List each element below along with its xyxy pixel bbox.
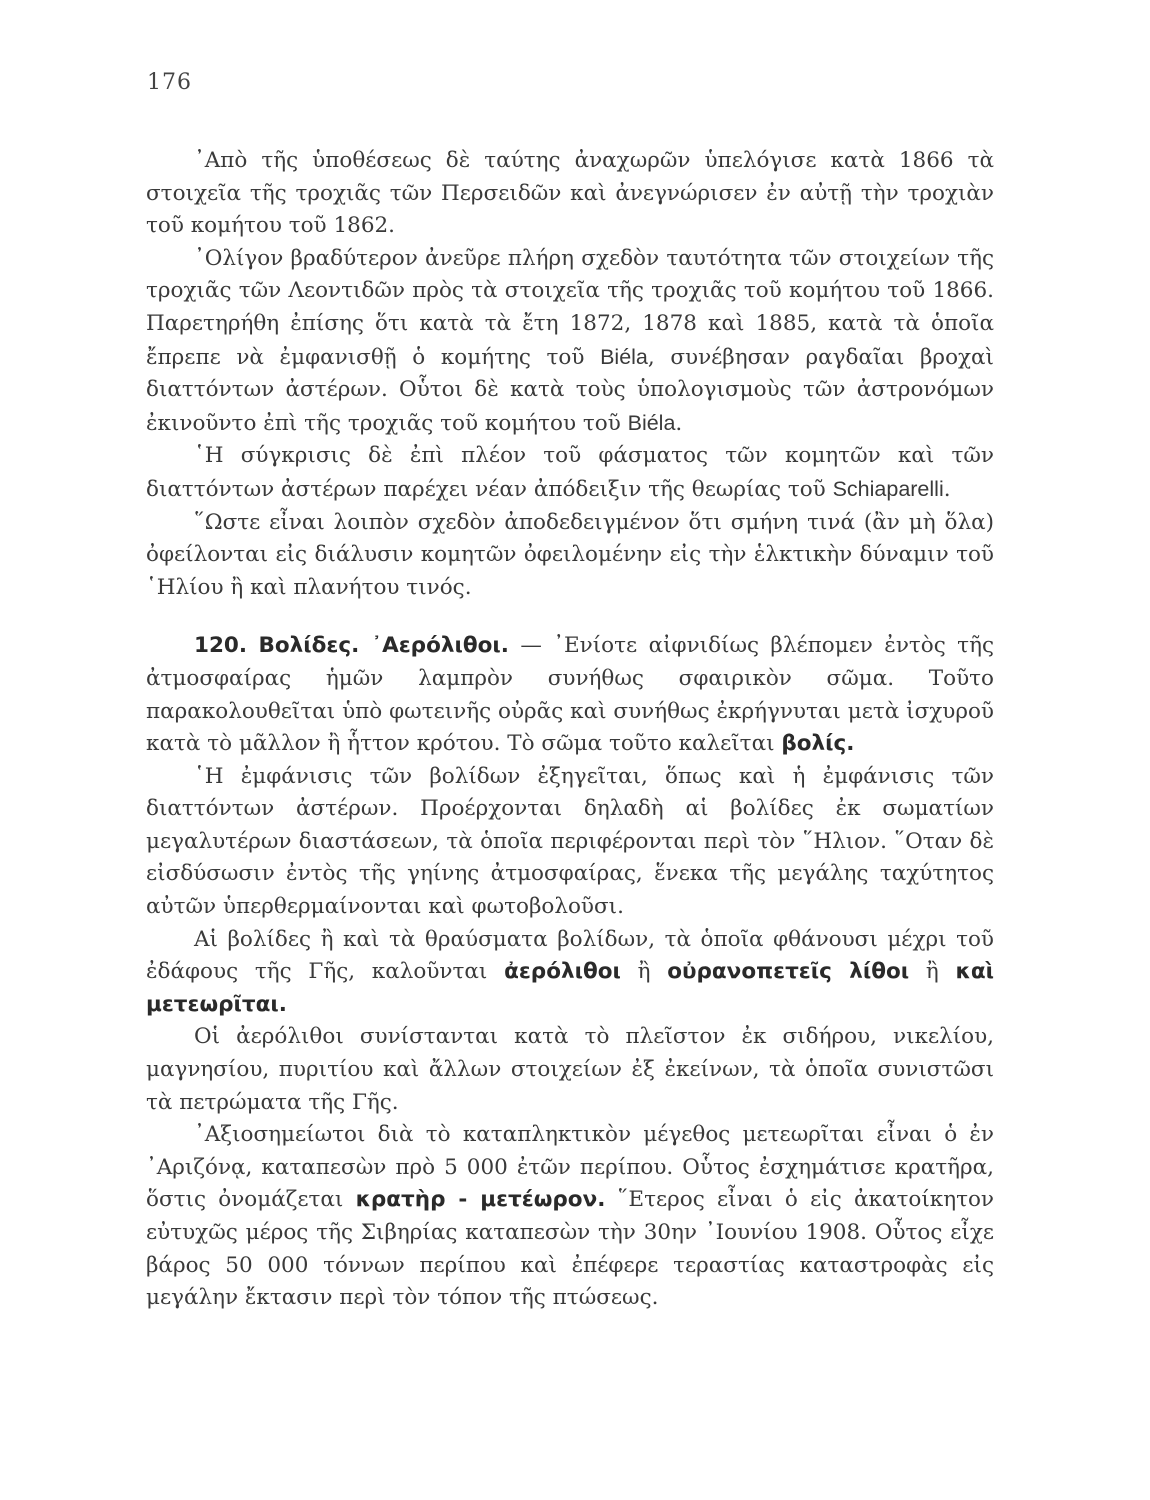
paragraph-text: ῾Η σύγκρισις δὲ ἐπὶ πλέον τοῦ φάσματος τῶν κομητῶν καὶ τῶν διαττόντων ἀστέρων παρέχει νέαν ἀπόδειξιν τῆς θεωρίας τοῦ (146, 443, 994, 502)
section-spacer (146, 604, 994, 630)
paragraph-composition (146, 1021, 994, 1119)
section-120 (146, 630, 994, 760)
paragraph-notable (146, 1119, 994, 1315)
comet-name-biela: Biéla (600, 344, 648, 369)
section-title: Βολίδες. ᾿Αερόλιθοι. (258, 633, 509, 659)
paragraph-text: — ᾿Ενίοτε αἰφνιδίως βλέπομεν ἐντὸς τῆς ἀτμοσφαίρας ἡμῶν λαμπρὸν συνήθως σφαιρικὸν σῶμα. Τοῦτο παρακολουθεῖται ὑπὸ φωτεινῆς οὐρᾶς καὶ συνήθως ἐκρήγνυται μετὰ ἰσχυροῦ κατὰ τὸ μᾶλλον ἢ ἧττον κρότου. Τὸ σῶμα τοῦτο καλεῖται (146, 633, 994, 757)
paragraph-text: Οἱ ἀερόλιθοι συνίστανται κατὰ τὸ πλεῖστον ἐκ σιδήρου, νικελίου, μαγνησίου, πυριτίου καὶ ἄλλων στοιχείων ἐξ ἐκείνων, τὰ ὁποῖα συνιστῶσι τὰ πετρώματα τῆς Γῆς. (146, 1024, 994, 1115)
comet-name-biela: Biéla (627, 410, 676, 435)
name-schiaparelli: Schiaparelli (832, 476, 944, 501)
term-bolis: βολίς. (781, 731, 855, 757)
paragraph-text: ῞Ωστε εἶναι λοιπὸν σχεδὸν ἀποδεδειγμένον ὅτι σμήνη τινά (ἂν μὴ ὅλα) ὀφείλονται εἰς διάλυσιν κομητῶν ὀφειλομένην εἰς τὴν ἑλκτικὴν δύναμιν τοῦ ῾Ηλίου ἢ καὶ πλανήτου τινός. (146, 509, 994, 600)
paragraph-text: . (675, 410, 683, 436)
page-body (146, 145, 994, 1315)
paragraph-spectrum (146, 440, 994, 506)
paragraph-appearance (146, 761, 994, 924)
paragraph-text: ᾿Απὸ τῆς ὑποθέσεως δὲ ταύτης ἀναχωρῶν ὑπελόγισε κατὰ 1866 τὰ στοιχεῖα τῆς τροχιᾶς τῶν Περσειδῶν καὶ ἀνεγνώρισεν ἐν αὐτῇ τὴν τροχιὰν τοῦ κομήτου τοῦ 1862. (146, 148, 994, 239)
paragraph-text: . (943, 476, 951, 502)
paragraph-text: , συνέβησαν ραγδαῖαι βροχαὶ διαττόντων ἀστέρων. Οὗτοι δὲ κατὰ τοὺς ὑπολογισμοὺς τῶν ἀστρονόμων ἐκινοῦντο ἐπὶ τῆς τροχιᾶς τοῦ κομήτου τοῦ (146, 344, 994, 436)
paragraph-text: ῾Η ἐμφάνισις τῶν βολίδων ἐξηγεῖται, ὅπως καὶ ἡ ἐμφάνισις τῶν διαττόντων ἀστέρων. Προέρχονται δηλαδὴ αἱ βολίδες ἐκ σωματίων μεγαλυτέρων διαστάσεων, τὰ ὁποῖα περιφέρονται περὶ τὸν ῞Ηλιον. ῞Οταν δὲ εἰσδύσωσιν ἐντὸς τῆς γηίνης ἀτμοσφαίρας, ἕνεκα τῆς μεγάλης ταχύτητος αὐτῶν ὑπερθερμαίνονται καὶ φωτοβολοῦσι. (146, 763, 994, 920)
term-crater: κρατὴρ - μετέωρον. (355, 1187, 606, 1213)
paragraph-aeroliths (146, 924, 994, 1022)
paragraph-text: ἢ (620, 959, 668, 985)
term-ouranopeteis: οὐρανοπετεῖς λίθοι (667, 959, 910, 985)
paragraph-perseids (146, 145, 994, 243)
paragraph-conclusion (146, 507, 994, 605)
term-meteorites: καὶ μετεωρῖται. (146, 959, 994, 1017)
paragraph-leonids (146, 243, 994, 441)
term-aerolithoi: ἀερόλιθοι (504, 959, 621, 985)
paragraph-text: ῞Ετερος εἶναι ὁ εἰς ἀκατοίκητον εὐτυχῶς μέρος τῆς Σιβηρίας καταπεσὼν τὴν 30ην ᾿Ιουνίου 1908. Οὗτος εἶχε βάρος 50 000 τόννων περίπου καὶ ἐπέφερε τεραστίας καταστροφὰς εἰς μεγάλην ἔκτασιν περὶ τὸν τόπον τῆς πτώσεως. (146, 1187, 994, 1311)
page-number: 176 (147, 70, 192, 95)
section-number: 120. (194, 633, 248, 659)
paragraph-text: ᾿Αξιοσημείωτοι διὰ τὸ καταπληκτικὸν μέγεθος μετεωρῖται εἶναι ὁ ἐν ᾿Αριζόνᾳ, καταπεσὼν πρὸ 5 000 ἐτῶν περίπου. Οὗτος ἐσχημάτισε κρατῆρα, ὅστις ὀνομάζεται (146, 1122, 994, 1213)
paragraph-text: ᾿Ολίγον βραδύτερον ἀνεῦρε πλήρη σχεδὸν ταυτότητα τῶν στοιχείων τῆς τροχιᾶς τῶν Λεοντιδῶν πρὸς τὰ στοιχεῖα τῆς τροχιᾶς τοῦ κομήτου τοῦ 1866. Παρετηρήθη ἐπίσης ὅτι κατὰ τὰ ἔτη 1872, 1878 καὶ 1885, κατὰ τὰ ὁποῖα ἔπρεπε νὰ ἐμφανισθῇ ὁ κομήτης τοῦ (146, 245, 994, 370)
paragraph-text: Αἱ βολίδες ἢ καὶ τὰ θραύσματα βολίδων, τὰ ὁποῖα φθάνουσι μέχρι τοῦ ἐδάφους τῆς Γῆς, καλοῦνται (146, 926, 994, 985)
paragraph-text: ἢ (909, 959, 956, 985)
